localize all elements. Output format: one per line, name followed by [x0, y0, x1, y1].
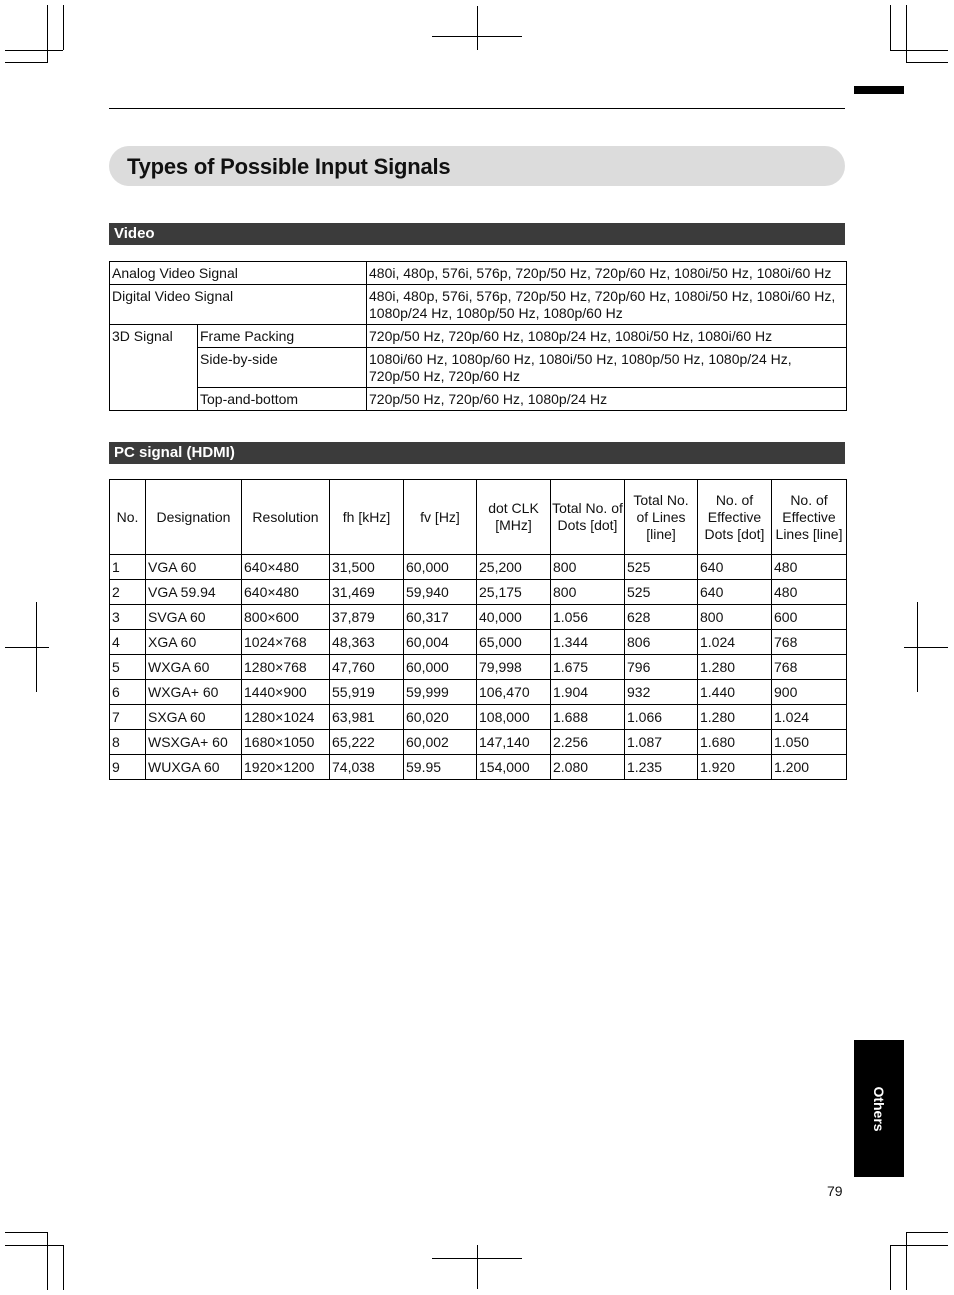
column-header: fh [kHz] — [330, 480, 404, 555]
header-rule — [109, 108, 845, 109]
table-cell: 60,317 — [404, 605, 477, 630]
table-cell: 59,940 — [404, 580, 477, 605]
table-cell: 106,470 — [477, 680, 551, 705]
table-cell: 628 — [625, 605, 698, 630]
pc-table-body — [110, 555, 847, 780]
page-title: Types of Possible Input Signals — [127, 154, 451, 179]
row-label: Analog Video Signal — [110, 262, 367, 285]
table-cell: 768 — [772, 655, 847, 680]
table-cell: 79,998 — [477, 655, 551, 680]
table-cell: 60,004 — [404, 630, 477, 655]
table-cell: 60,000 — [404, 655, 477, 680]
table-cell: 640 — [698, 555, 772, 580]
column-header: Total No. of Lines [line] — [625, 480, 698, 555]
video-section-heading: Video — [109, 223, 845, 245]
table-cell: 932 — [625, 680, 698, 705]
table-header-row — [110, 480, 847, 555]
table-cell: WXGA+ 60 — [146, 680, 242, 705]
row-label: 3D Signal — [110, 325, 198, 411]
table-cell: WSXGA+ 60 — [146, 730, 242, 755]
table-cell: 47,760 — [330, 655, 404, 680]
table-cell: 65,222 — [330, 730, 404, 755]
column-header: Total No. of Dots [dot] — [551, 480, 625, 555]
table-cell: 5 — [110, 655, 146, 680]
column-header: No. of Effective Dots [dot] — [698, 480, 772, 555]
table-cell: 800×600 — [242, 605, 330, 630]
table-cell: SVGA 60 — [146, 605, 242, 630]
title-band — [109, 146, 845, 186]
table-cell: 59.95 — [404, 755, 477, 780]
sub-row-label: Top-and-bottom — [198, 388, 367, 411]
table-cell: 60,000 — [404, 555, 477, 580]
table-cell: 31,500 — [330, 555, 404, 580]
table-cell: 25,200 — [477, 555, 551, 580]
table-row — [110, 555, 847, 580]
table-cell: 3 — [110, 605, 146, 630]
table-cell: 8 — [110, 730, 146, 755]
table-row — [110, 705, 847, 730]
table-cell: 640 — [698, 580, 772, 605]
table-cell: 1.675 — [551, 655, 625, 680]
table-cell: 108,000 — [477, 705, 551, 730]
table-cell: 768 — [772, 630, 847, 655]
table-cell: 640×480 — [242, 580, 330, 605]
table-cell: 74,038 — [330, 755, 404, 780]
table-cell: 59,999 — [404, 680, 477, 705]
table-cell: 40,000 — [477, 605, 551, 630]
table-cell: 60,002 — [404, 730, 477, 755]
table-row — [110, 580, 847, 605]
table-cell: 1440×900 — [242, 680, 330, 705]
table-cell: WXGA 60 — [146, 655, 242, 680]
table-cell: 1.024 — [772, 705, 847, 730]
side-tab-label: Others — [871, 1085, 887, 1132]
table-cell: 1.056 — [551, 605, 625, 630]
others-side-tab — [854, 1040, 904, 1177]
table-cell: 60,020 — [404, 705, 477, 730]
sub-row-label: Frame Packing — [198, 325, 367, 348]
table-cell: 2 — [110, 580, 146, 605]
table-cell: 55,919 — [330, 680, 404, 705]
table-cell: 796 — [625, 655, 698, 680]
table-cell: 65,000 — [477, 630, 551, 655]
sub-row-label: Side-by-side — [198, 348, 367, 388]
table-cell: 1.344 — [551, 630, 625, 655]
table-row — [110, 630, 847, 655]
table-cell: 4 — [110, 630, 146, 655]
table-cell: WUXGA 60 — [146, 755, 242, 780]
table-cell: 1.688 — [551, 705, 625, 730]
table-row — [110, 730, 847, 755]
table-cell: 7 — [110, 705, 146, 730]
table-cell: 600 — [772, 605, 847, 630]
table-cell: 800 — [698, 605, 772, 630]
column-header: Resolution — [242, 480, 330, 555]
chapter-marker — [854, 86, 904, 94]
table-cell: 2.256 — [551, 730, 625, 755]
table-cell: 1.200 — [772, 755, 847, 780]
column-header: dot CLK [MHz] — [477, 480, 551, 555]
table-cell: 48,363 — [330, 630, 404, 655]
table-cell: VGA 59.94 — [146, 580, 242, 605]
column-header: No. of Effective Lines [line] — [772, 480, 847, 555]
table-row — [110, 348, 847, 388]
table-cell: 800 — [551, 555, 625, 580]
table-cell: 480 — [772, 555, 847, 580]
table-row — [110, 655, 847, 680]
pc-signal-table — [109, 479, 847, 780]
table-cell: 1280×1024 — [242, 705, 330, 730]
table-cell: 800 — [551, 580, 625, 605]
table-row — [110, 605, 847, 630]
table-cell: 525 — [625, 580, 698, 605]
row-value: 480i, 480p, 576i, 576p, 720p/50 Hz, 720p/60 Hz, 1080i/50 Hz, 1080i/60 Hz — [367, 262, 847, 285]
video-signal-table — [109, 261, 847, 411]
row-value: 720p/50 Hz, 720p/60 Hz, 1080p/24 Hz — [367, 388, 847, 411]
table-cell: 525 — [625, 555, 698, 580]
table-cell: 1.024 — [698, 630, 772, 655]
table-cell: 37,879 — [330, 605, 404, 630]
column-header: Designation — [146, 480, 242, 555]
table-row — [110, 262, 847, 285]
table-row — [110, 388, 847, 411]
table-cell: 1.235 — [625, 755, 698, 780]
row-value: 720p/50 Hz, 720p/60 Hz, 1080p/24 Hz, 1080i/50 Hz, 1080i/60 Hz — [367, 325, 847, 348]
row-value: 480i, 480p, 576i, 576p, 720p/50 Hz, 720p/60 Hz, 1080i/50 Hz, 1080i/60 Hz, 1080p/24 Hz, 1080p/50 Hz, 1080p/60 Hz — [367, 285, 847, 325]
table-cell: 900 — [772, 680, 847, 705]
table-row — [110, 285, 847, 325]
table-cell: 25,175 — [477, 580, 551, 605]
table-cell: 1.904 — [551, 680, 625, 705]
row-value: 1080i/60 Hz, 1080p/60 Hz, 1080i/50 Hz, 1080p/50 Hz, 1080p/24 Hz, 720p/50 Hz, 720p/60 Hz — [367, 348, 847, 388]
table-cell: 640×480 — [242, 555, 330, 580]
table-cell: 1 — [110, 555, 146, 580]
page-number: 79 — [827, 1183, 843, 1199]
table-cell: 2.080 — [551, 755, 625, 780]
table-cell: 1.280 — [698, 705, 772, 730]
table-cell: 154,000 — [477, 755, 551, 780]
table-cell: 1280×768 — [242, 655, 330, 680]
table-cell: 1.050 — [772, 730, 847, 755]
table-cell: 9 — [110, 755, 146, 780]
table-cell: 1.920 — [698, 755, 772, 780]
table-cell: 1.280 — [698, 655, 772, 680]
row-label: Digital Video Signal — [110, 285, 367, 325]
table-cell: 806 — [625, 630, 698, 655]
table-cell: 1.680 — [698, 730, 772, 755]
table-cell: 1024×768 — [242, 630, 330, 655]
table-row — [110, 680, 847, 705]
table-cell: 480 — [772, 580, 847, 605]
table-cell: 1680×1050 — [242, 730, 330, 755]
table-cell: 1920×1200 — [242, 755, 330, 780]
table-cell: 6 — [110, 680, 146, 705]
table-cell: 147,140 — [477, 730, 551, 755]
table-cell: 63,981 — [330, 705, 404, 730]
table-cell: 1.440 — [698, 680, 772, 705]
table-cell: XGA 60 — [146, 630, 242, 655]
column-header: fv [Hz] — [404, 480, 477, 555]
table-cell: 1.087 — [625, 730, 698, 755]
table-cell: 1.066 — [625, 705, 698, 730]
pc-section-heading: PC signal (HDMI) — [109, 442, 845, 464]
table-cell: VGA 60 — [146, 555, 242, 580]
table-row — [110, 325, 847, 348]
table-row — [110, 755, 847, 780]
table-cell: 31,469 — [330, 580, 404, 605]
column-header: No. — [110, 480, 146, 555]
table-cell: SXGA 60 — [146, 705, 242, 730]
